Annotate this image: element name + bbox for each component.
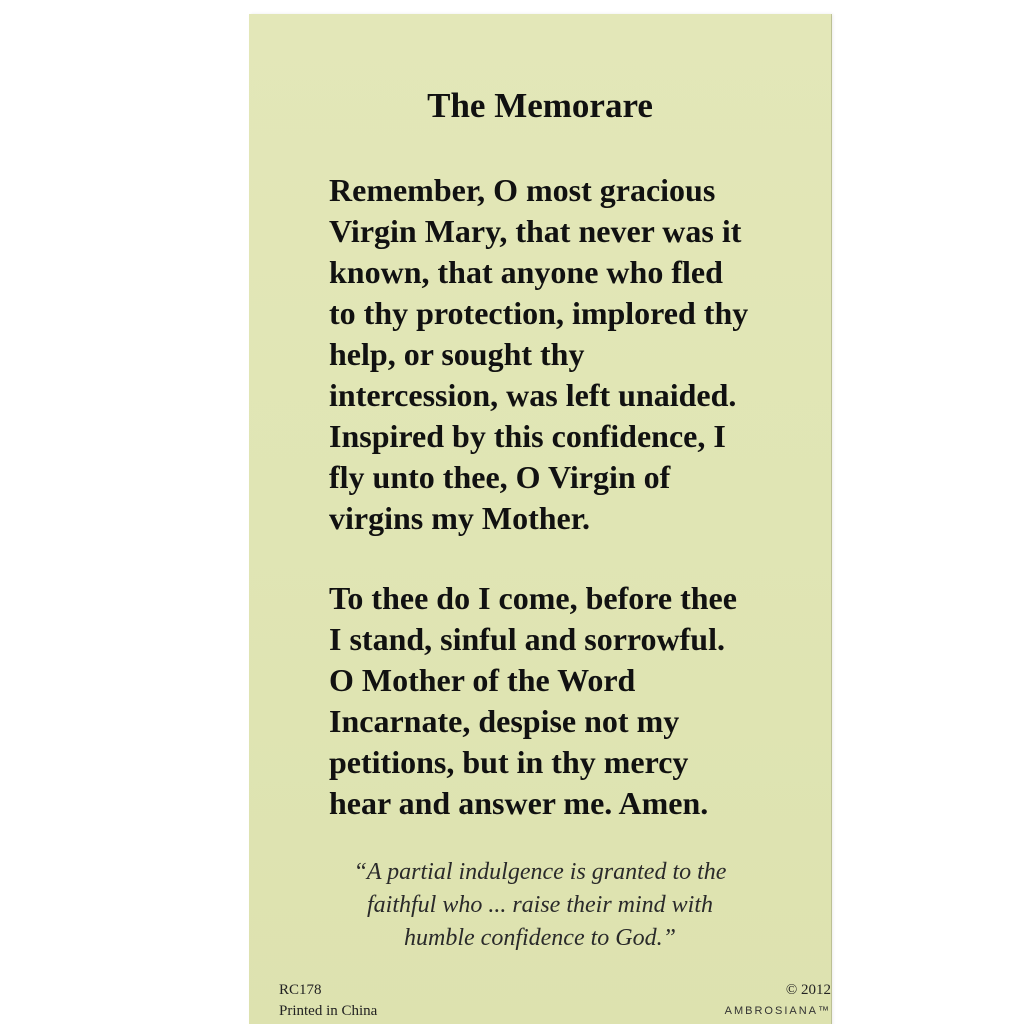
prayer-line: Inspired by this confidence, I [329, 418, 726, 454]
prayer-line: O Mother of the Word [329, 662, 636, 698]
prayer-line: to thy protection, implored thy [329, 295, 749, 331]
prayer-line: petitions, but in thy mercy [329, 744, 689, 780]
prayer-line: help, or sought thy [329, 336, 585, 372]
product-code: RC178 [279, 982, 322, 998]
prayer-line: Virgin Mary, that never was it [329, 213, 742, 249]
indulgence-quote [249, 856, 831, 955]
prayer-line: Incarnate, despise not my [329, 703, 680, 739]
prayer-paragraph-1 [329, 170, 809, 539]
prayer-line: To thee do I come, before thee [329, 580, 737, 616]
prayer-line: Remember, O most gracious [329, 172, 716, 208]
brand-name: AMBROSIANA™ [724, 1005, 831, 1017]
quote-line: humble confidence to God.” [404, 925, 676, 951]
prayer-line: known, that anyone who fled [329, 254, 723, 290]
quote-line: “A partial indulgence is granted to the [353, 859, 727, 885]
prayer-paragraph-2 [329, 578, 809, 824]
print-origin: Printed in China [279, 1003, 378, 1019]
copyright: © 2012 [785, 982, 831, 998]
card-title: The Memorare [427, 86, 653, 125]
prayer-line: I stand, sinful and sorrowful. [329, 621, 725, 657]
prayer-line: fly unto thee, O Virgin of [329, 459, 671, 495]
footer-right [725, 980, 831, 1022]
prayer-line: virgins my Mother. [329, 500, 591, 536]
prayer-line: hear and answer me. Amen. [329, 785, 709, 821]
prayer-line: intercession, was left unaided. [329, 377, 737, 413]
prayer-card [249, 14, 831, 1024]
quote-line: faithful who ... raise their mind with [366, 892, 714, 918]
footer-left [279, 980, 377, 1022]
